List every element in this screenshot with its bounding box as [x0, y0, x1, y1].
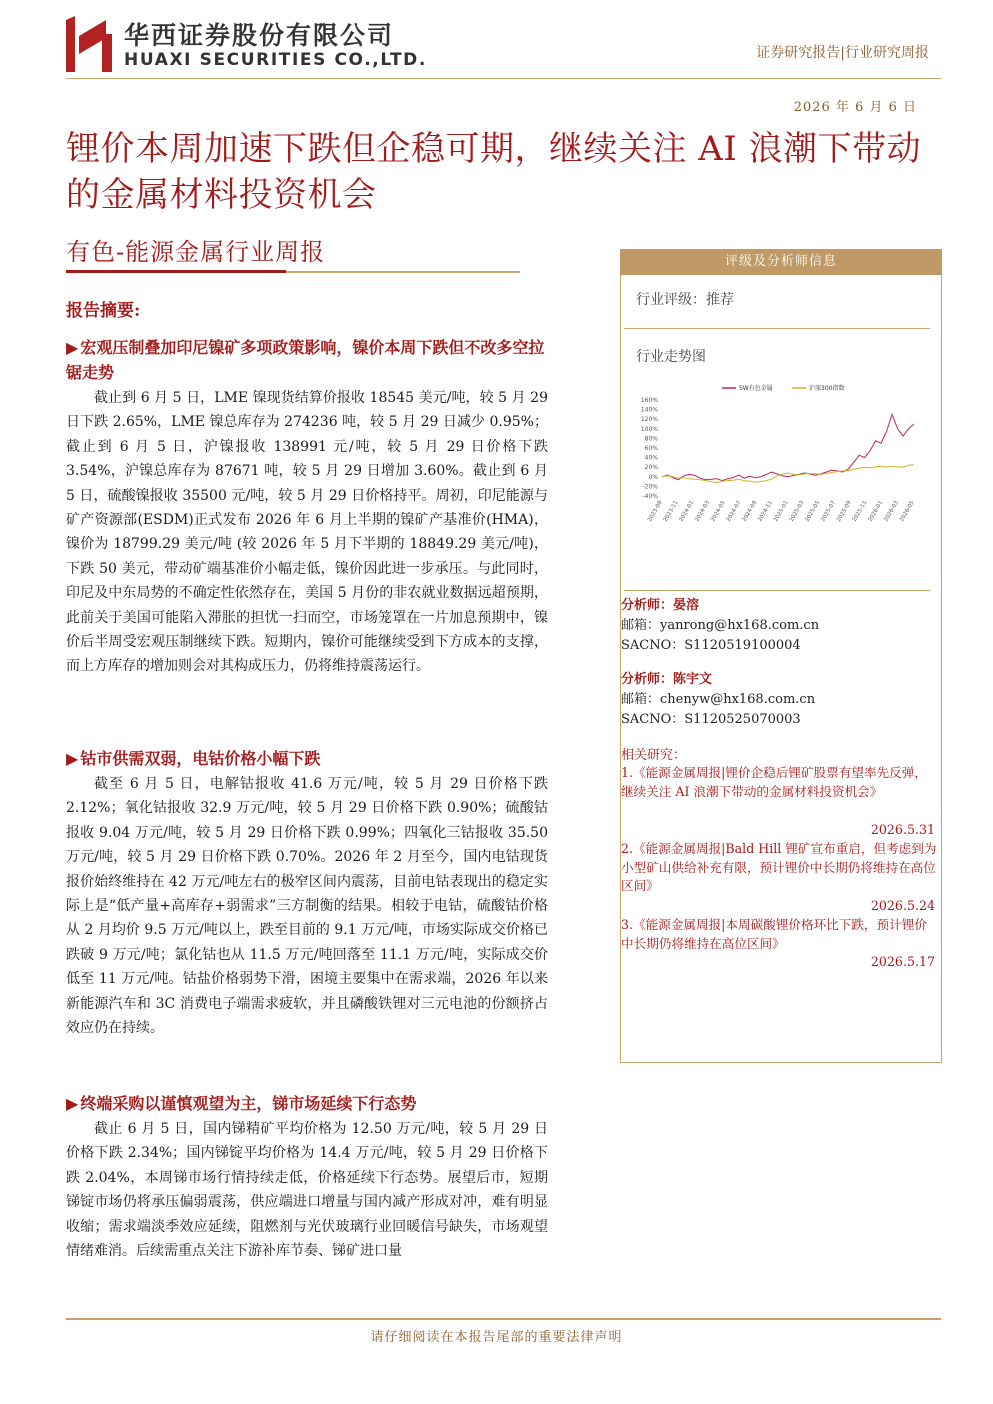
series-line-sw-nonferrous	[662, 414, 914, 480]
x-tick-label: 2026-05	[899, 500, 916, 523]
x-tick-label: 2026-01	[867, 500, 885, 523]
trend-chart	[630, 378, 930, 578]
series-line-csi300	[662, 465, 914, 483]
huaxi-logo-icon	[66, 16, 112, 72]
triangle-bullet-icon: ▶	[66, 1094, 79, 1113]
header-divider	[66, 78, 941, 79]
y-tick-label: -40%	[642, 493, 658, 500]
report-type-tag: 证券研究报告|行业研究周报	[756, 45, 929, 61]
x-tick-label: 2024-07	[725, 500, 743, 523]
x-tick-label: 2025-11	[851, 500, 869, 523]
triangle-bullet-icon: ▶	[66, 749, 79, 768]
x-tick-label: 2025-03	[788, 500, 806, 523]
y-tick-label: 20%	[644, 464, 658, 472]
sidebar-divider	[624, 328, 930, 329]
section-heading-antimony: ▶ 终端采购以谨慎观望为主，锑市场延续下行态势	[66, 1094, 417, 1113]
y-tick-label: 120%	[640, 416, 658, 424]
analyst-2	[621, 670, 815, 730]
x-tick-label: 2024-03	[694, 500, 711, 523]
report-date: 2026 年 6 月 6 日	[793, 100, 917, 115]
sidebar-header: 评级及分析师信息	[620, 249, 942, 275]
related-item-3[interactable]: 3.《能源金属周报|本周碳酸锂价格环比下跌，预计锂价中长期仍将维持在高位区间》	[621, 917, 927, 951]
analyst-2-email[interactable]: 邮箱：chenyw@hx168.com.cn	[621, 692, 816, 707]
x-tick-label: 2023-11	[662, 500, 680, 523]
related-research-heading: 相关研究：	[621, 748, 687, 763]
company-name-en: HUAXI SECURITIES CO.,LTD.	[124, 50, 427, 70]
company-name-cn: 华西证券股份有限公司	[124, 21, 395, 50]
x-tick-label: 2024-11	[757, 500, 774, 523]
y-tick-label: 160%	[640, 397, 658, 404]
industry-rating: 行业评级：推荐	[636, 292, 734, 308]
related-item-3-date: 2026.5.17	[870, 954, 935, 969]
footer-divider	[66, 1318, 941, 1320]
section-body-cobalt: 截至 6 月 5 日，电解钴报收 41.6 万元/吨，较 5 月 29 日价格下跌 2.12%；氧化钴报收 32.9 万元/吨，较 5 月 29 日价格下跌 0.90%；硫酸钴报收 9.04 万元/吨，较 5 月 29 日价格下跌 0.99%；四氧化三钴报收 35.50 万元/吨，较 5 月 29 日价格下跌 0.70%。2026 年 2 月至今，国内电钴现货报价始终维持在 42 万元/吨左右的极窄区间内震荡，目前电钴表现出的稳定实际上是“低产量+高库存+弱需求”三方制衡的结果。相较于电钴，硫酸钴价格从 2 月均价 9.5 万元/吨以上，跌至目前的 9.1 万元/吨，市场实际成交价格已跌破 9 万元/吨；氯化钴也从 11.5 万元/吨回落至 11.1 万元/吨，实际成交价低至 11 万元/吨。钴盐价格弱势下滑，困境主要集中在需求端，2026 年以来新能源汽车和 3C 消费电子端需求疲软，并且磷酸铁锂对三元电池的份额挤占效应仍在持续。	[66, 776, 548, 1037]
x-tick-label: 2026-03	[883, 500, 900, 523]
section-body-nickel: 截止到 6 月 5 日，LME 镍现货结算价报收 18545 美元/吨，较 5 月 29 日下跌 2.65%，LME 镍总库存为 274236 吨，较 5 月 29 日减少 0.95%；截止到 6 月 5 日，沪镍报收 138991 元/吨，较 5 月 29 日价格下跌 3.54%，沪镍总库存为 87671 吨，较 5 月 29 日增加 3.60%。截止到 6 月 5 日，硫酸镍报收 35500 元/吨，较 5 月 29 日价格持平。周初，印尼能源与矿产资源部(ESDM)正式发布 2026 年 6 月上半期的镍矿产基准价(HMA)，镍价为 18799.29 美元/吨 (较 2026 年 5 月下半期的 18849.29 美元/吨)，下跌 50 美元，带动矿端基准价小幅走低，镍价因此进一步承压。与此同时，印尼及中东局势的不确定性依然存在，美国 5 月份的非农就业数据远超预期，此前关于美国可能陷入滞胀的担忧一扫而空，市场笼罩在一片加息预期中，镍价后半周受宏观压制继续下跌。短期内，镍价可能继续受到下方成本的支撑，而上方库存的增加则会对其构成压力，仍将维持震荡运行。	[66, 390, 548, 675]
x-tick-label: 2024-09	[741, 500, 759, 523]
x-tick-label: 2025-07	[820, 500, 837, 523]
analyst-1-sac: SACNO：S1120519100004	[621, 638, 801, 653]
x-tick-label: 2025-05	[804, 500, 822, 523]
legend-label: 沪深300指数	[809, 385, 845, 392]
footer-disclaimer: 请仔细阅读在本报告尾部的重要法律声明	[370, 1330, 623, 1345]
related-item-1[interactable]: 1.《能源金属周报|锂价企稳后锂矿股票有望率先反弹，继续关注 AI 浪潮下带动的金属材料投资机会》	[621, 765, 927, 799]
related-item-2-date: 2026.5.24	[870, 898, 935, 913]
x-tick-label: 2023-09	[647, 500, 664, 523]
analyst-1	[621, 596, 819, 656]
y-tick-label: 0%	[648, 473, 658, 481]
triangle-bullet-icon: ▶	[66, 338, 79, 357]
subtitle-underline	[66, 270, 286, 273]
y-tick-label: 100%	[640, 425, 658, 433]
section-heading-cobalt: ▶ 钴市供需双弱，电钴价格小幅下跌	[66, 749, 321, 768]
y-tick-label: 60%	[644, 445, 658, 452]
x-tick-label: 2025-01	[773, 500, 790, 523]
related-item-1-date: 2026.5.31	[870, 822, 935, 837]
analyst-2-name: 分析师：陈宇文	[621, 672, 713, 687]
x-tick-label: 2024-05	[710, 500, 727, 523]
report-title: 锂价本周加速下跌但企稳可期，继续关注 AI 浪潮下带动的金属材料投资机会	[66, 129, 922, 215]
y-tick-label: 140%	[640, 406, 658, 414]
x-tick-label: 2025-09	[836, 500, 853, 523]
report-subtitle: 有色-能源金属行业周报	[66, 238, 326, 266]
y-tick-label: -20%	[642, 483, 658, 491]
legend-label: SW有色金属	[739, 385, 773, 392]
trend-chart-label: 行业走势图	[636, 349, 706, 365]
subtitle-underline-gold	[286, 271, 520, 273]
sidebar-divider-2	[624, 590, 930, 591]
analyst-1-email[interactable]: 邮箱：yanrong@hx168.com.cn	[621, 618, 820, 633]
section-body-antimony: 截止 6 月 5 日，国内锑精矿平均价格为 12.50 万元/吨，较 5 月 29 日价格下跌 2.34%；国内锑锭平均价格为 14.4 万元/吨，较 5 月 29 日价格下跌 2.04%，本周锑市场行情持续走低，价格延续下行态势。展望后市，短期锑锭市场仍将承压偏弱震荡，供应端进口增量与国内减产形成对冲，难有明显收缩；需求端淡季效应延续，阻燃剂与光伏玻璃行业回暖信号缺失，市场观望情绪难消。后续需重点关注下游补库节奏、锑矿进口量	[66, 1121, 548, 1260]
related-item-2[interactable]: 2.《能源金属周报|Bald Hill 锂矿宣布重启，但考虑到为小型矿山供给补充有限，预计锂价中长期仍将维持在高位区间》	[621, 841, 937, 893]
analyst-2-sac: SACNO：S1120525070003	[621, 712, 801, 727]
analyst-1-name: 分析师：晏溶	[621, 598, 700, 613]
x-tick-label: 2024-01	[678, 500, 696, 523]
abstract-heading: 报告摘要:	[66, 301, 141, 321]
y-tick-label: 40%	[644, 454, 658, 462]
y-tick-label: 80%	[644, 435, 658, 443]
section-heading-nickel: ▶ 宏观压制叠加印尼镍矿多项政策影响，镍价本周下跌但不改多空拉锯走势	[66, 338, 545, 382]
